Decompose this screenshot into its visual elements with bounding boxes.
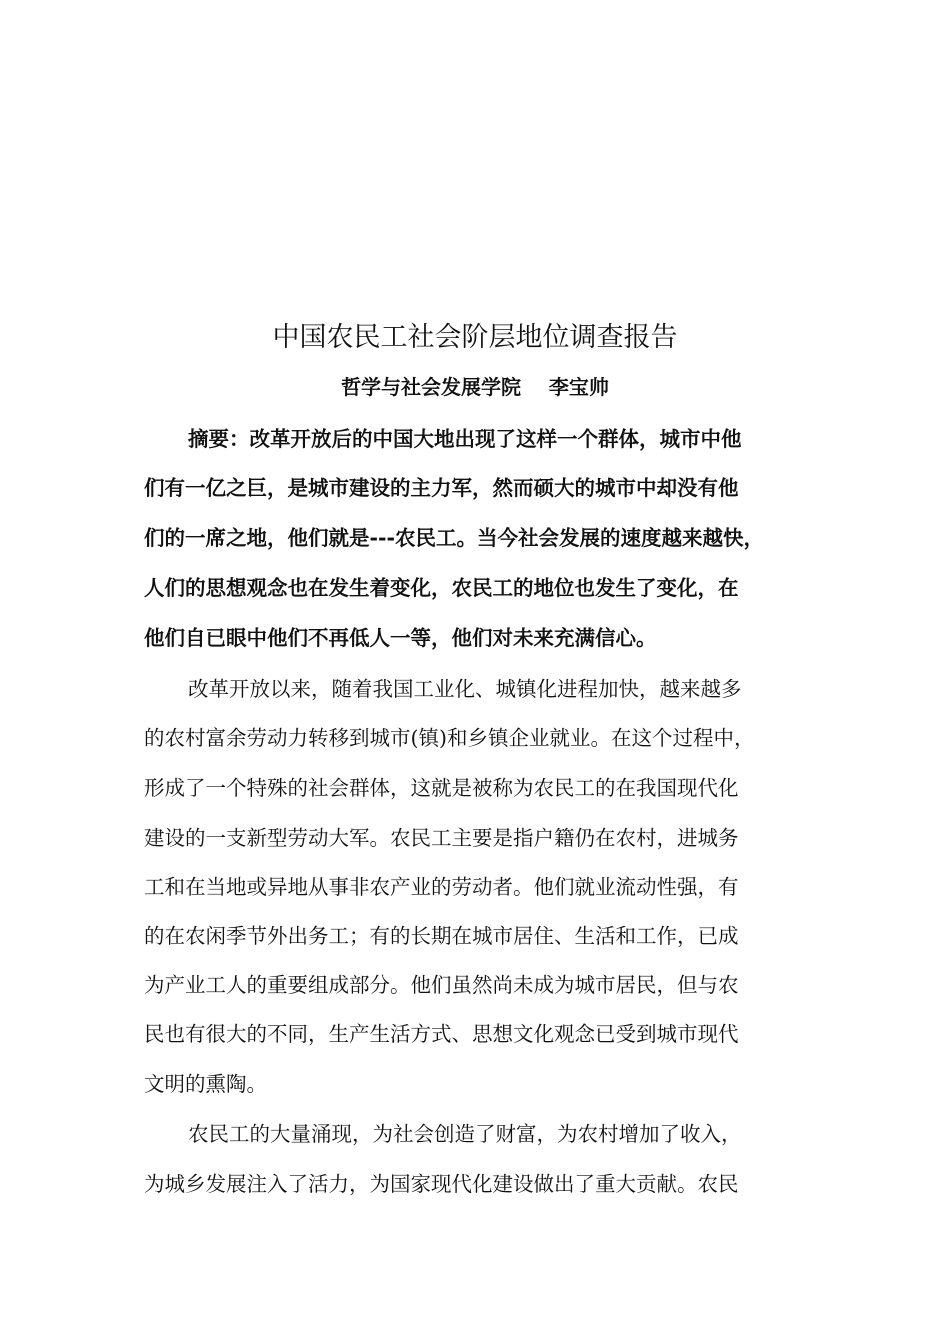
paragraph-line: 形成了一个特殊的社会群体，这就是被称为农民工的在我国现代化 [144, 776, 739, 800]
author-line: 哲学与社会发展学院 李宝帅 [341, 375, 609, 399]
paragraph-line: 改革开放以来，随着我国工业化、城镇化进程加快，越来越多 [188, 677, 742, 701]
paragraph-line: 工和在当地或异地从事非农产业的劳动者。他们就业流动性强，有 [144, 875, 739, 899]
paragraph-line: 农民工的大量涌现，为社会创造了财富，为农村增加了收入， [188, 1122, 742, 1146]
paragraph-line: 为城乡发展注入了活力，为国家现代化建设做出了重大贡献。农民 [144, 1172, 739, 1196]
abstract-line: 们的一席之地，他们就是---农民工。当今社会发展的速度越来越快， [144, 526, 765, 550]
abstract-line [188, 425, 742, 453]
abstract-label: 摘要 [188, 427, 229, 451]
abstract-line: 们有一亿之巨，是城市建设的主力军，然而硕大的城市中却没有他 [144, 476, 739, 500]
paragraph-line: 建设的一支新型劳动大军。农民工主要是指户籍仍在农村，进城务 [144, 826, 739, 850]
abstract-line: 他们自已眼中他们不再低人一等，他们对未来充满信心。 [144, 626, 657, 650]
document-title: 中国农民工社会阶层地位调查报告 [272, 322, 678, 353]
paragraph-line: 的在农闲季节外出务工；有的长期在城市居住、生活和工作，已成 [144, 924, 739, 948]
paragraph-line: 的农村富余劳动力转移到城市(镇)和乡镇企业就业。在这个过程中， [144, 726, 755, 750]
paragraph-line: 民也有很大的不同，生产生活方式、思想文化观念已受到城市现代 [144, 1022, 739, 1046]
abstract-line-text: ：改革开放后的中国大地出现了这样一个群体，城市中他 [229, 427, 742, 451]
paragraph-line: 为产业工人的重要组成部分。他们虽然尚未成为城市居民，但与农 [144, 973, 739, 997]
paragraph-line: 文明的熏陶。 [144, 1072, 267, 1096]
abstract-line: 人们的思想观念也在发生着变化，农民工的地位也发生了变化，在 [144, 576, 739, 600]
